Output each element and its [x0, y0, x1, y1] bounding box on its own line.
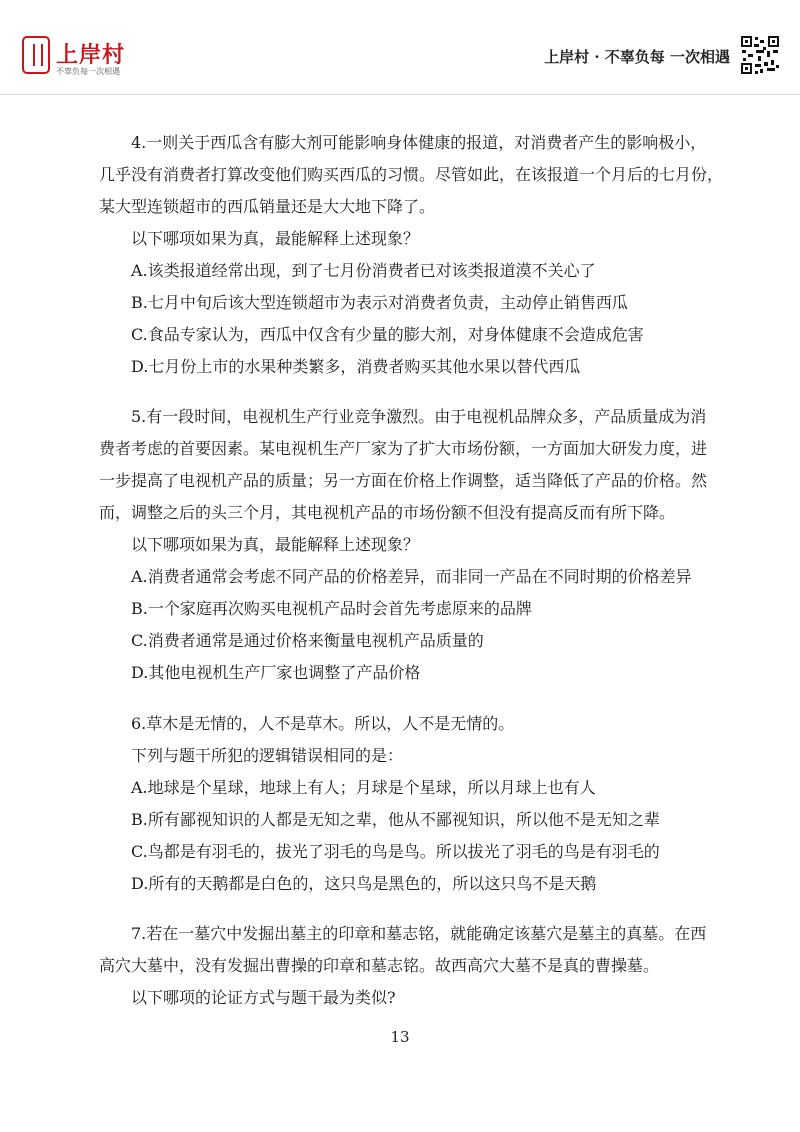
- question-6-prompt: 下列与题干所犯的逻辑错误相同的是：: [131, 746, 404, 765]
- brand-name: 上岸村: [56, 43, 126, 68]
- question-4-prompt: 以下哪项如果为真，最能解释上述现象？: [131, 229, 420, 248]
- question-5-option-d: D.其他电视机生产厂家也调整了产品价格: [131, 663, 421, 682]
- question-6-option-a: A.地球是个星球，地球上有人；月球是个星球，所以月球上也有人: [131, 778, 596, 797]
- page-header: [0, 0, 800, 95]
- question-7-prompt: 以下哪项的论证方式与题干最为类似?: [131, 988, 396, 1007]
- question-7-stem-line-1: 7.若在一墓穴中发掘出墓主的印章和墓志铭，就能确定该墓穴是墓主的真墓。在西: [131, 924, 707, 943]
- question-4-stem-line-1: 4.一则关于西瓜含有膨大剂可能影响身体健康的报道，对消费者产生的影响极小，: [131, 133, 707, 152]
- brand-logo-seal: [22, 36, 50, 74]
- question-5-option-a: A.消费者通常会考虑不同产品的价格差异，而非同一产品在不同时期的价格差异: [131, 567, 692, 586]
- question-7-stem-line-2: 高穴大墓中，没有发掘出曹操的印章和墓志铭。故西高穴大墓不是真的曹操墓。: [99, 956, 660, 975]
- question-6-option-d: D.所有的天鹅都是白色的，这只鸟是黑色的，所以这只鸟不是天鹅: [131, 874, 597, 893]
- header-divider: [0, 94, 800, 95]
- question-6-option-c: C.鸟都是有羽毛的，拔光了羽毛的鸟是鸟。所以拔光了羽毛的鸟是有羽毛的: [131, 842, 660, 861]
- question-4-option-a: A.该类报道经常出现，到了七月份消费者已对该类报道漠不关心了: [131, 261, 596, 280]
- question-5-prompt: 以下哪项如果为真，最能解释上述现象？: [131, 535, 420, 554]
- question-6-option-b: B.所有鄙视知识的人都是无知之辈，他从不鄙视知识，所以他不是无知之辈: [131, 810, 660, 829]
- qr-code-icon: [740, 35, 780, 75]
- question-5-stem-line-1: 5.有一段时间，电视机生产行业竞争激烈。由于电视机品牌众多，产品质量成为消: [131, 407, 707, 426]
- header-tagline: 上岸村 · 不辜负每 一次相遇: [544, 48, 730, 66]
- question-4-option-d: D.七月份上市的水果种类繁多，消费者购买其他水果以替代西瓜: [131, 357, 581, 376]
- brand-subtitle: 不辜负每一次相遇: [56, 67, 120, 76]
- question-5-option-c: C.消费者通常是通过价格来衡量电视机产品质量的: [131, 631, 484, 650]
- question-5-option-b: B.一个家庭再次购买电视机产品时会首先考虑原来的品牌: [131, 599, 532, 618]
- question-5-stem-line-4: 而，调整之后的头三个月，其电视机产品的市场份额不但没有提高反而有所下降。: [99, 503, 676, 522]
- question-4-option-b: B.七月中旬后该大型连锁超市为表示对消费者负责，主动停止销售西瓜: [131, 293, 628, 312]
- page-number: 13: [390, 1028, 410, 1046]
- question-4-option-c: C.食品专家认为，西瓜中仅含有少量的膨大剂，对身体健康不会造成危害: [131, 325, 644, 344]
- question-6-stem-line-1: 6.草木是无情的，人不是草木。所以，人不是无情的。: [131, 714, 515, 733]
- question-4-stem-line-2: 几乎没有消费者打算改变他们购买西瓜的习惯。尽管如此，在该报道一个月后的七月份，: [99, 165, 724, 184]
- question-4-stem-line-3: 某大型连锁超市的西瓜销量还是大大地下降了。: [99, 197, 436, 216]
- question-5-stem-line-2: 费者考虑的首要因素。某电视机生产厂家为了扩大市场份额，一方面加大研发力度，进: [99, 439, 708, 458]
- question-5-stem-line-3: 一步提高了电视机产品的质量；另一方面在价格上作调整，适当降低了产品的价格。然: [99, 471, 708, 490]
